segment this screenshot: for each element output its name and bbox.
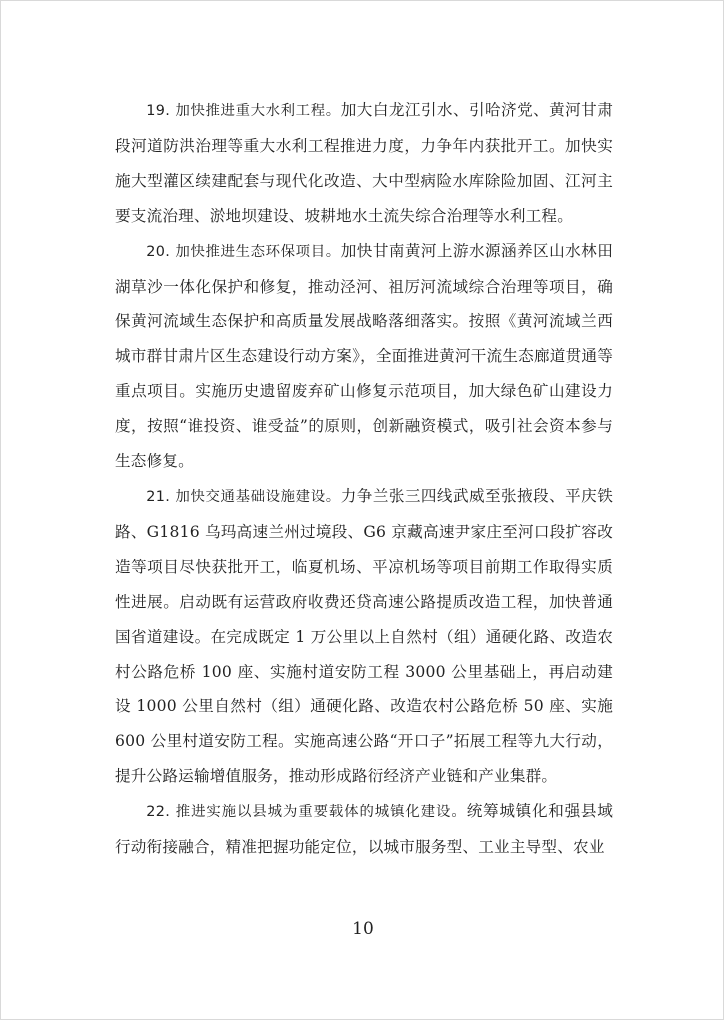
- paragraph-19: [115, 93, 613, 234]
- section-text-22: 统筹城镇化和强县域行动衔接融合，精准把握功能定位，以城市服务型、工业主导型、农业: [115, 802, 613, 857]
- paragraph-22: [115, 794, 613, 865]
- section-heading-21: 21. 加快交通基础设施建设。: [146, 488, 341, 505]
- section-heading-19: 19. 加快推进重大水利工程。: [146, 103, 341, 119]
- document-body: [115, 93, 613, 865]
- section-text-21: 力争兰张三四线武威至张掖段、平庆铁路、G1816 乌玛高速兰州过境段、G6 京藏高速尹家庄至河口段扩容改造等项目尽快获批开工，临夏机场、平凉机场等项目前期工作取得实质性进展。启动既有运营政府收费还贷高速公路提质改造工程，加快普通国省道建设。在完成既定 1 万公里以上自然村（组）通硬化路、改造农村公路危桥 100 座、实施村道安防工程 3000 公里基础上，再启动建设 1000 公里自然村（组）通硬化路、改造农村公路危桥 50 座、实施 600 公里村道安防工程。实施高速公路“开口子”拓展工程等九大行动，提升公路运输增值服务，推动形成路衍经济产业链和产业集群。: [115, 486, 614, 786]
- paragraph-21: [115, 479, 613, 794]
- section-text-19: 加大白龙江引水、引哈济党、黄河甘肃段河道防洪治理等重大水利工程推进力度，力争年内获批开工。加快实施大型灌区续建配套与现代化改造、大中型病险水库除险加固、江河主要支流治理、淤地坝建设、坡耕地水土流失综合治理等水利工程。: [115, 101, 614, 225]
- page-number: 10: [352, 919, 374, 939]
- paragraph-20: [115, 234, 613, 479]
- section-text-20: 加快甘南黄河上游水源涵养区山水林田湖草沙一体化保护和修复，推动泾河、祖厉河流域综合治理等项目，确保黄河流域生态保护和高质量发展战略落细落实。按照《黄河流域兰西城市群甘肃片区生态建设行动方案》，全面推进黄河干流生态廊道贯通等重点项目。实施历史遗留废弃矿山修复示范项目，加大绿色矿山建设力度，按照“谁投资、谁受益”的原则，创新融资模式，吸引社会资本参与生态修复。: [115, 241, 614, 471]
- section-heading-20: 20. 加快推进生态环保项目。: [146, 243, 341, 260]
- section-heading-22: 22. 推进实施以县城为重要载体的城镇化建设。: [146, 804, 467, 821]
